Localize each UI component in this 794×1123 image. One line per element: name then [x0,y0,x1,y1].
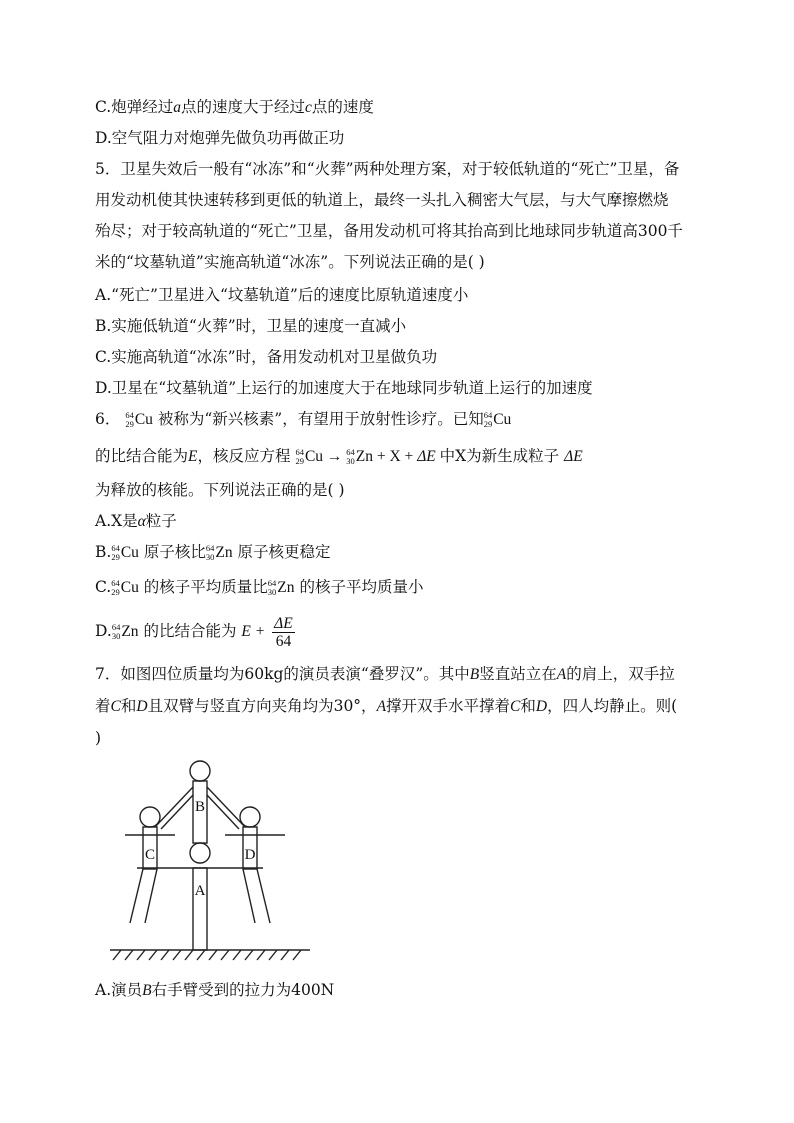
q5-stem-line-3: 殆尽；对于较高轨道的“死亡”卫星，备用发动机可将其抬高到比地球同步轨道高300千 [95,222,683,240]
q6-number: 6． [95,410,121,428]
q6-stem-line-3: 为释放的核能。下列说法正确的是( ) [95,481,345,499]
q4-option-c-text-2: 点的速度大于经过 [181,98,306,116]
alpha-symbol: α [137,513,146,530]
q6-option-c: C. 64 29 Cu 的核子平均质量比 64 30 Zn 的核子平均质量小 [95,578,424,598]
cu64-nuclide-2: 64 29 Cu [483,410,512,430]
q4-option-c-text-3: 点的速度 [311,98,374,116]
q6-stem-text-4: 中X为新生成粒子 [439,447,560,465]
q6-stem-text-3: ，核反应方程 [197,447,291,465]
binding-energy-symbol: E [188,448,198,465]
cu64-nuclide: 64 29 Cu [125,410,153,430]
q6-stem-text-2: 的比结合能为 [95,447,189,465]
human-pyramid-figure [105,755,325,975]
q7-option-a: A.演员B右手臂受到的拉力为400N [95,981,335,999]
q5-option-d: D.卫星在“坟墓轨道”上运行的加速度大于在地球同步轨道上运行的加速度 [95,379,593,397]
ground-hatching [110,950,310,960]
q7-stem-line-2: 着C和D且双臂与竖直方向夹角均为30°，A撑开双手水平撑着C和D，四人均静止。则( [95,697,678,715]
q5-option-b: B.实施低轨道“火葬”时，卫星的速度一直减小 [95,317,407,335]
q7-stem-line-1: 7．如图四位质量均为60kg的演员表演“叠罗汉”。其中B竖直站立在A的肩上，双手拉 [95,665,675,683]
point-c-label: c [305,99,312,116]
q6-stem-text-1: 被称为“新兴核素”，有望用于放射性诊疗。已知 [157,410,484,428]
q5-stem-line-1: 5．卫星失效后一般有“冰冻”和“火葬”两种处理方案，对于较低轨道的“死亡”卫星，备 [95,160,680,178]
q7-stem-line-3: ) [95,729,102,747]
label-d: D [244,847,256,863]
delta-e-over-64-fraction: $\frac{\Delta E}{64}$ [274,614,293,650]
q5-stem-line-2: 用发动机使其快速转移到更低的轨道上，最终一头扎入稠密大气层，与大气摩擦燃烧 [95,191,669,209]
q6-option-a: A.X是α粒子 [95,512,177,530]
nuclear-equation: 64 29 Cu → 64 30 Zn + X + ΔE [295,447,436,467]
label-b: B [194,799,206,815]
q6-option-d: D. 64 30 Zn 的比结合能为 E + $\frac{\Delta E}{64}$ [95,614,293,650]
q6-stem-line-2 [95,446,583,467]
q6-option-b: B. 64 29 Cu 原子核比 64 30 Zn 原子核更稳定 [95,543,331,563]
q6-stem-line-1 [95,409,511,430]
performer-c [125,807,175,923]
q4-option-c-text: C.炮弹经过 [95,98,174,116]
performer-b [155,761,245,843]
q4-option-d: D.空气阻力对炮弹先做负功再做正功 [95,129,345,147]
q5-stem-line-4: 米的“坟墓轨道”实施高轨道“冰冻”。下列说法正确的是( ) [95,253,485,271]
delta-e-symbol: ΔE [564,448,583,465]
point-a-label: a [173,99,181,116]
q5-option-c: C.实施高轨道“冰冻”时，备用发动机对卫星做负功 [95,348,438,366]
label-a: A [194,883,206,899]
label-c: C [144,847,156,863]
q5-option-a: A.“死亡”卫星进入“坟墓轨道”后的速度比原轨道速度小 [95,286,469,304]
q4-option-c [95,97,374,118]
